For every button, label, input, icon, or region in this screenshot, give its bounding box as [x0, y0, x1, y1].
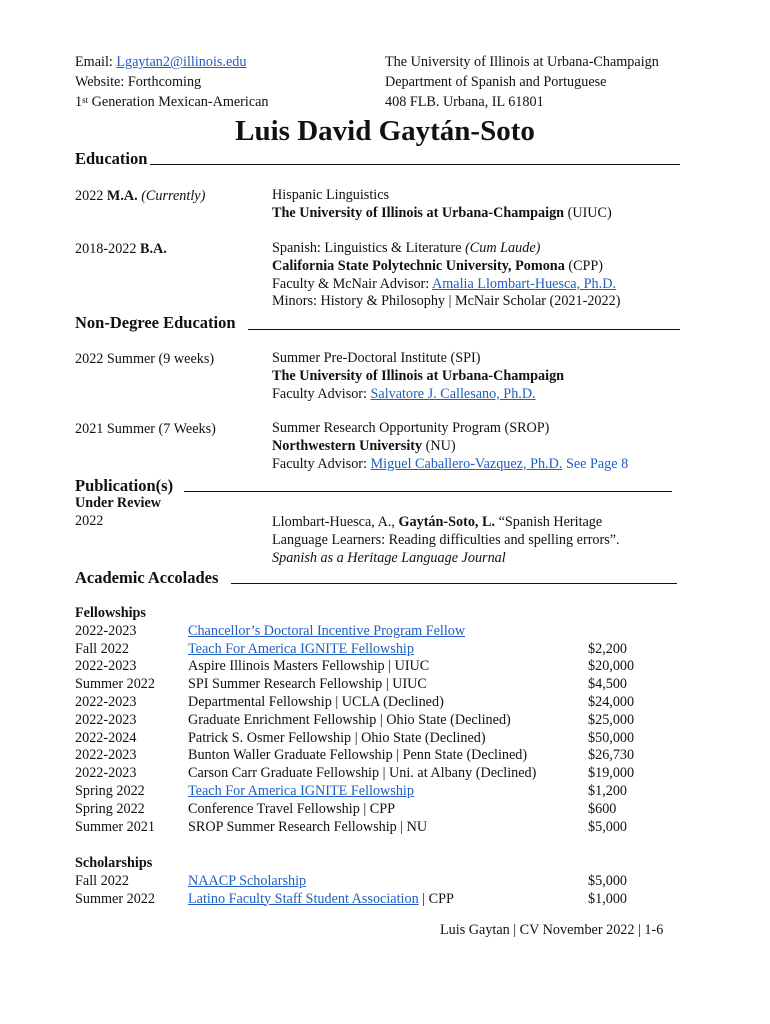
fellowship-link[interactable]: Chancellor’s Doctoral Incentive Program Fellow [188, 622, 466, 639]
section-heading-accolades: Academic Accolades [75, 568, 219, 587]
fellowship-name: Aspire Illinois Masters Fellowship | UIUC [188, 658, 430, 675]
edu-detail-ma: Hispanic Linguistics The University of Illinois at Urbana-Champaign (UIUC) [272, 187, 612, 221]
section-rule [248, 329, 680, 330]
generation-line: 1st Generation Mexican-American [75, 94, 269, 110]
fellowship-date: Spring 2022 [75, 800, 145, 817]
fellowship-date: 2022-2023 [75, 622, 137, 639]
edu-detail-ba: Spanish: Linguistics & Literature (Cum Laude) California State Polytechnic University, Pomona (CPP) Faculty & McNair Advisor: Amalia Llombart-Huesca, Ph.D. Minors: History & Philosophy | McNair Scholar (2021-2022) [272, 240, 621, 310]
fellowship-row [75, 641, 695, 659]
advisor-link-callesano[interactable]: Salvatore J. Callesano, Ph.D. [370, 385, 536, 402]
fellowship-link[interactable]: Teach For America IGNITE Fellowship [188, 640, 414, 657]
university-line: The University of Illinois at Urbana-Champaign [385, 54, 659, 70]
scholarships-table [75, 855, 695, 908]
scholarships-heading: Scholarships [75, 855, 153, 871]
scholarship-name [188, 873, 306, 891]
fellowship-row [75, 747, 695, 765]
email-link[interactable]: Lgaytan2@illinois.edu [116, 54, 247, 70]
fellowship-amount: $4,500 [588, 676, 628, 693]
section-rule [184, 491, 672, 492]
fellowship-date: 2022-2023 [75, 658, 137, 675]
scholarship-link[interactable]: Latino Faculty Staff Student Association [188, 890, 419, 907]
section-heading-publications: Publication(s) [75, 476, 174, 495]
page-title: Luis David Gaytán-Soto [235, 115, 535, 147]
fellowship-date: 2022-2023 [75, 693, 137, 710]
fellowship-row [75, 712, 695, 730]
page-footer: Luis Gaytan | CV November 2022 | 1-6 [440, 922, 664, 938]
fellowship-name: Graduate Enrichment Fellowship | Ohio State (Declined) [188, 711, 511, 728]
fellowship-row [75, 819, 695, 837]
fellowship-name: Conference Travel Fellowship | CPP [188, 800, 395, 817]
scholarship-amount: $5,000 [588, 872, 628, 889]
scholarship-amount: $1,000 [588, 890, 628, 907]
fellowship-date: Summer 2022 [75, 676, 155, 693]
edu-year-ba: 2018-2022 B.A. [75, 241, 167, 257]
website-line: Website: Forthcoming [75, 74, 202, 90]
fellowship-name: SPI Summer Research Fellowship | UIUC [188, 676, 427, 693]
non-degree-when-srop: 2021 Summer (7 Weeks) [75, 421, 216, 437]
fellowship-row [75, 658, 695, 676]
scholarship-date: Summer 2022 [75, 890, 155, 907]
fellowship-amount: $26,730 [588, 747, 635, 764]
scholarship-row [75, 873, 695, 891]
fellowship-amount: $5,000 [588, 818, 628, 835]
see-page-link[interactable]: See Page 8 [565, 455, 629, 472]
scholarship-row [75, 891, 695, 909]
fellowship-amount: $1,200 [588, 782, 628, 799]
fellowship-date: Fall 2022 [75, 640, 129, 657]
fellowship-link[interactable]: Teach For America IGNITE Fellowship [188, 782, 414, 799]
section-heading-non-degree: Non-Degree Education [75, 313, 236, 332]
fellowship-amount: $20,000 [588, 658, 635, 675]
fellowship-row [75, 694, 695, 712]
contact-block [75, 52, 269, 112]
fellowship-amount: $2,200 [588, 640, 628, 657]
scholarship-name [188, 891, 454, 909]
section-rule [150, 164, 680, 165]
fellowships-heading: Fellowships [75, 605, 146, 621]
fellowship-amount: $24,000 [588, 693, 635, 710]
non-degree-detail-srop: Summer Research Opportunity Program (SROP) Northwestern University (NU) Faculty Advisor: Miguel Caballero-Vazquez, Ph.D. See Page 8 [272, 420, 629, 472]
fellowship-date: 2022-2024 [75, 729, 137, 746]
fellowship-date: 2022-2023 [75, 747, 137, 764]
advisor-link-llombart[interactable]: Amalia Llombart-Huesca, Ph.D. [432, 275, 616, 292]
fellowship-row [75, 783, 695, 801]
publication-citation: Llombart-Huesca, A., Gaytán-Soto, L. “Spanish Heritage Language Learners: Reading difficulties and spelling errors”. Spanish as a Heritage Language Journal [272, 514, 620, 566]
fellowship-amount: $50,000 [588, 729, 635, 746]
publication-status: Under Review [75, 495, 162, 511]
non-degree-when-spi: 2022 Summer (9 weeks) [75, 351, 215, 367]
fellowship-row [75, 676, 695, 694]
fellowship-name: Departmental Fellowship | UCLA (Declined) [188, 693, 444, 710]
fellowship-name: SROP Summer Research Fellowship | NU [188, 818, 428, 835]
fellowship-row [75, 801, 695, 819]
fellowship-name: Bunton Waller Graduate Fellowship | Penn State (Declined) [188, 747, 528, 764]
fellowship-amount: $25,000 [588, 711, 635, 728]
department-line: Department of Spanish and Portuguese [385, 74, 607, 90]
advisor-link-caballero[interactable]: Miguel Caballero-Vazquez, Ph.D. [370, 455, 563, 472]
fellowships-table [75, 605, 695, 836]
fellowship-date: 2022-2023 [75, 711, 137, 728]
fellowship-date: Spring 2022 [75, 782, 145, 799]
fellowship-row [75, 765, 695, 783]
scholarship-suffix: | CPP [418, 890, 454, 907]
scholarship-link[interactable]: NAACP Scholarship [188, 872, 307, 889]
fellowship-amount: $19,000 [588, 765, 635, 782]
fellowship-name: Patrick S. Osmer Fellowship | Ohio State (Declined) [188, 729, 486, 746]
fellowship-date: Summer 2021 [75, 818, 155, 835]
address-line: 408 FLB. Urbana, IL 61801 [385, 94, 544, 110]
fellowship-row [75, 623, 695, 641]
section-rule [231, 583, 677, 584]
publication-year: 2022 [75, 513, 104, 529]
email-line [75, 52, 269, 72]
section-heading-education: Education [75, 149, 148, 168]
non-degree-detail-spi: Summer Pre-Doctoral Institute (SPI) The University of Illinois at Urbana-Champaign Faculty Advisor: Salvatore J. Callesano, Ph.D. [272, 350, 565, 402]
fellowship-amount: $600 [588, 800, 617, 817]
fellowship-date: 2022-2023 [75, 765, 137, 782]
scholarship-date: Fall 2022 [75, 872, 129, 889]
address-block [385, 52, 659, 112]
edu-year-ma: 2022 M.A. (Currently) [75, 188, 206, 204]
fellowship-row [75, 730, 695, 748]
fellowship-name: Carson Carr Graduate Fellowship | Uni. at Albany (Declined) [188, 765, 537, 782]
email-label: Email: [75, 54, 113, 70]
